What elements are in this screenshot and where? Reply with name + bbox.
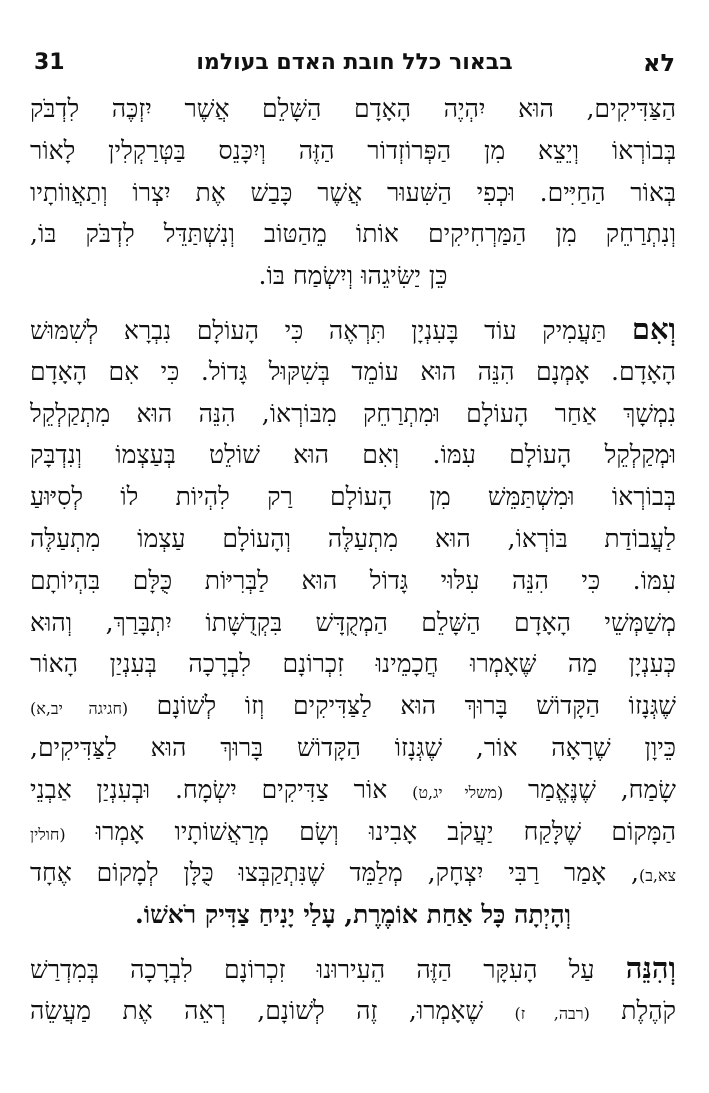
text-line — [30, 852, 676, 894]
line-text: כֵּן יַשִּׂיגֵהוּ וְיִשְׂמַח בּוֹ. — [258, 261, 448, 291]
text-line — [30, 811, 676, 853]
line-text: הַמָּקוֹם שֶׁלָּקַח יַעֲקֹב אָבִינוּ וְשָׂם מְרַאֲשׁוֹתָיו אָמְרוּ — [65, 816, 676, 846]
source-citation: צא,ב) — [638, 866, 676, 886]
text-line — [30, 213, 676, 255]
opening-word: וְהִנֵּה — [625, 950, 676, 985]
line-text: שֶׁגְּנָזוֹ הַקָּדוֹשׁ בָּרוּךְ הוּא לַצַּדִּיקִים וְזוֹ לְשׁוֹנָם — [128, 691, 676, 721]
line-text: שָׂמַח, שֶׁנֶּאֱמַר — [503, 774, 676, 804]
body-text — [30, 88, 676, 1032]
line-text: לַעֲבוֹדַת בּוֹרְאוֹ, הוּא מִתְעַלֶּה וְהָעוֹלָם עַצְמוֹ מִתְעַלֶּה — [30, 523, 676, 553]
line-text: כְּעִנְיָן מַה שֶּׁאָמְרוּ חֲכָמֵינוּ זִכְרוֹנָם לִבְרָכָה בְּעִנְיַן הָאוֹר — [30, 649, 676, 679]
text-line — [30, 727, 676, 769]
line-text: בְּאוֹר הַחַיִּים. וּכְפִי הַשִּׁעוּר אֲשֶׁר כָּבַשׁ אֶת יִצְרוֹ וְתַאֲווֹתָיו — [30, 177, 676, 207]
text-line — [30, 476, 676, 518]
text-line — [30, 894, 676, 936]
line-text: עִמּוֹ. כִּי הִנֵּה עִלּוּי גָּדוֹל הוּא לַבְּרִיּוֹת כֻּלָּם בִּהְיוֹתָם — [30, 565, 676, 595]
line-text: וְהָיְתָה כָּל אַחַת אוֹמֶרֶת, עָלַי יָנִיחַ צַדִּיק רֹאשׁוֹ. — [134, 900, 571, 930]
page-number-hebrew: לא — [643, 49, 675, 77]
text-line — [30, 643, 676, 685]
line-text: וְנִתְרַחֵק מִן הַמַּרְחִיקִים אוֹתוֹ מֵהַטּוֹב וְנִשְׁתַּדֵּל לִדְבֹּק בּוֹ, — [30, 219, 676, 249]
text-line — [30, 255, 676, 297]
text-line — [30, 309, 676, 351]
running-header — [34, 46, 675, 82]
line-text: קֹהֶלֶת — [589, 995, 676, 1025]
source-citation: (חגיגה יב,א) — [30, 699, 129, 719]
text-line — [30, 948, 676, 990]
text-line — [30, 685, 676, 727]
line-text: מְשַׁמְּשֵׁי הָאָדָם הַשָּׁלֵם הַמְקֻדָּשׁ בִּקְדֻשָּׁתוֹ יִתְבָּרַךְ, וְהוּא — [30, 607, 676, 637]
text-line — [30, 351, 676, 393]
text-line — [30, 602, 676, 644]
line-text: הַצַּדִּיקִים, הוּא יִהְיֶה הָאָדָם הַשָּׁלֵם אֲשֶׁר יִזְכֶּה לִדְבֹּק — [30, 94, 676, 123]
line-text-continued: אוֹר צַדִּיקִים יִשְׂמָח. וּבְעִנְיַן אַבְנֵי — [30, 774, 413, 804]
line-text: וּמְקַלְקֵל הָעוֹלָם עִמּוֹ. וְאִם הוּא שׁוֹלֵט בְּעַצְמוֹ וְנִדְבָּק — [30, 440, 676, 470]
text-line — [30, 88, 676, 130]
text-line — [30, 172, 676, 214]
text-line — [30, 434, 676, 476]
source-citation: (משלי יג,ט) — [412, 782, 504, 802]
line-text: הָאָדָם. אָמְנָם הִנֵּה הוּא עוֹמֵד בְּשִׁקּוּל גָּדוֹל. כִּי אִם הָאָדָם — [30, 356, 676, 386]
line-text: בְּבוֹרְאוֹ וּמִשְׁתַּמֵּשׁ מִן הָעוֹלָם רַק לִהְיוֹת לוֹ לְסִיּוּעַ — [30, 482, 676, 512]
line-text-continued: שֶׁאָמְרוּ, זֶה לְשׁוֹנָם, רְאֵה אֶת מַעֲשֵׂה — [30, 995, 515, 1025]
text-line — [30, 769, 676, 811]
text-line — [30, 518, 676, 560]
text-line — [30, 130, 676, 172]
line-text: עַל הָעִקָּר הַזֶּה הֵעִירוּנוּ זִכְרוֹנָם לִבְרָכָה בְּמִדְרַשׁ — [30, 954, 626, 984]
text-line — [30, 393, 676, 435]
line-text: כֵּיוָן שֶׁרָאָה אוֹר, שֶׁגְּנָזוֹ הַקָּדוֹשׁ בָּרוּךְ הוּא לַצַּדִּיקִים, — [30, 732, 676, 762]
text-line — [30, 990, 676, 1032]
page-number-arabic: 31 — [34, 50, 65, 75]
running-title: בבאור כלל חובת האדם בעולמו — [196, 50, 513, 75]
source-citation: (רבה, ז) — [514, 1003, 590, 1023]
opening-word: וְאִם — [631, 311, 676, 346]
source-citation: (חולין — [30, 824, 66, 844]
line-text: בְּבוֹרְאוֹ וְיֵצֵא מִן הַפְּרוֹזְדוֹר הַזֶּה וְיִכָּנֵס בַּטְּרַקְלִין לָאוֹר — [30, 135, 676, 165]
text-line — [30, 560, 676, 602]
line-text: תַּעֲמִיק עוֹד בָּעִנְיָן תִּרְאֶה כִּי הָעוֹלָם נִבְרָא לְשִׁמּוּשׁ — [30, 315, 632, 345]
line-text: נִמְשָׁךְ אַחַר הָעוֹלָם וּמִתְרַחֵק מִבּוֹרְאוֹ, הִנֵּה הוּא מִתְקַלְקֵל — [30, 398, 676, 428]
line-text: , אָמַר רַבִּי יִצְחָק, מְלַמֵּד שֶׁנִּתְקַבְּצוּ כֻּלָּן לְמָקוֹם אֶחָד — [30, 858, 639, 888]
